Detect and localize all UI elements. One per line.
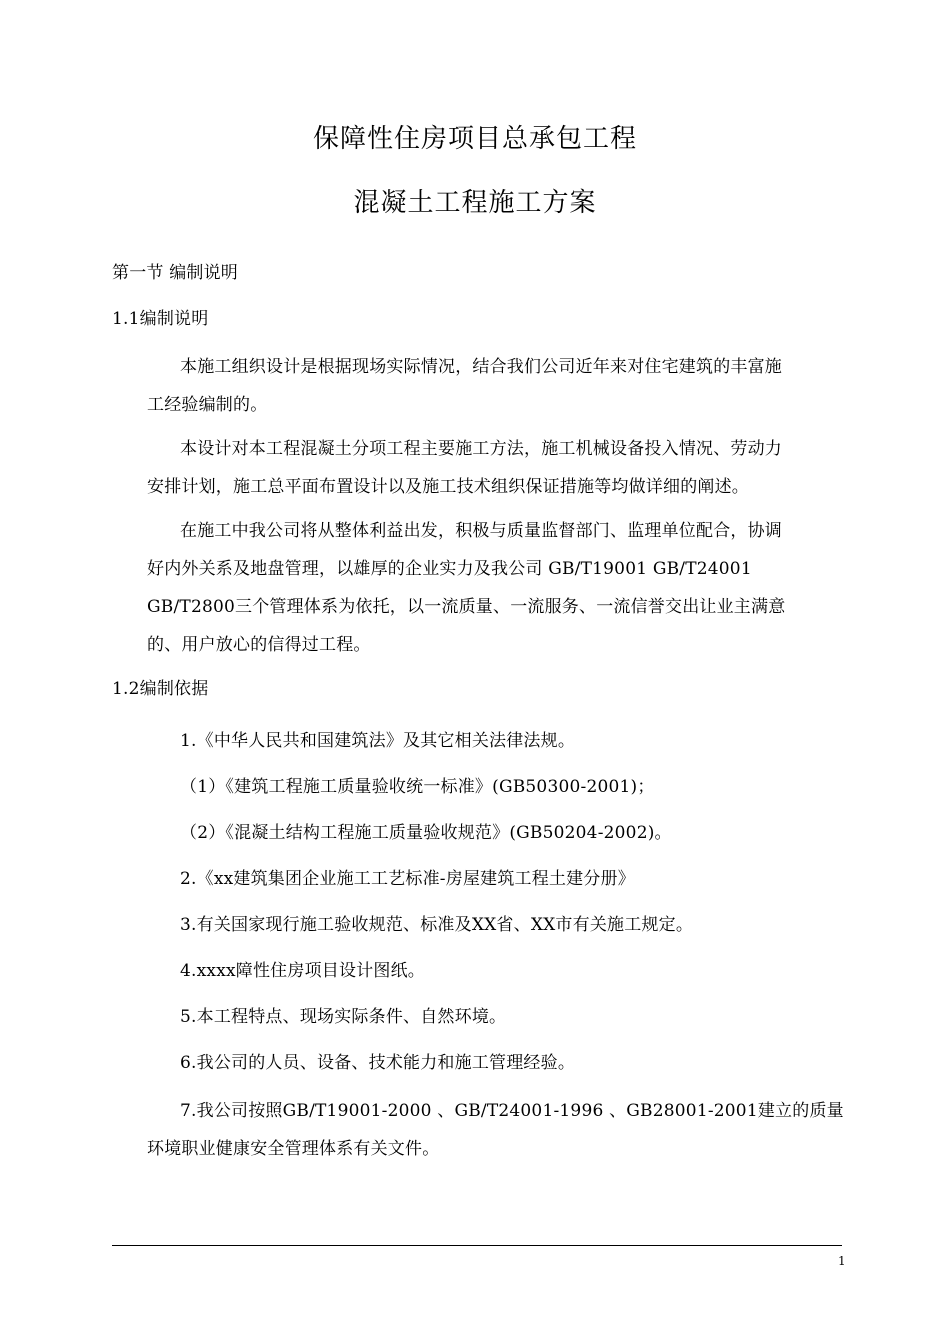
basis-item: 1.《中华人民共和国建筑法》及其它相关法律法规。 [180,731,576,751]
paragraph-line: 好内外关系及地盘管理，以雄厚的企业实力及我公司 GB/T19001 GB/T24001 [147,559,752,579]
basis-item: 7.我公司按照GB/T19001-2000 、GB/T24001-1996 、GB28001-2001建立的质量 [180,1101,844,1121]
basis-item: （1）《建筑工程施工质量验收统一标准》(GB50300-2001)； [180,777,655,797]
paragraph-line: 本设计对本工程混凝土分项工程主要施工方法，施工机械设备投入情况、劳动力 [180,439,782,459]
basis-item: 4.xxxx障性住房项目设计图纸。 [180,961,425,981]
basis-item: 6.我公司的人员、设备、技术能力和施工管理经验。 [180,1053,576,1073]
paragraph-line: 安排计划，施工总平面布置设计以及施工技术组织保证措施等均做详细的阐述。 [147,477,749,497]
subsection-heading-1-2: 1.2编制依据 [112,679,209,699]
paragraph-line: GB/T2800三个管理体系为依托，以一流质量、一流服务、一流信誉交出让业主满意 [147,597,786,617]
basis-item: 2.《xx建筑集团企业施工工艺标准-房屋建筑工程土建分册》 [180,869,635,889]
paragraph-line: 本施工组织设计是根据现场实际情况，结合我们公司近年来对住宅建筑的丰富施 [180,357,782,377]
basis-item: 3.有关国家现行施工验收规范、标准及XX省、XX市有关施工规定。 [180,915,694,935]
subsection-heading-1-1: 1.1编制说明 [112,309,209,329]
document-title: 保障性住房项目总承包工程 [312,124,637,154]
basis-item: （2）《混凝土结构工程施工质量验收规范》(GB50204-2002)。 [180,823,672,843]
basis-item: 5.本工程特点、现场实际条件、自然环境。 [180,1007,507,1027]
page-number: 1 [838,1254,846,1268]
paragraph-line: 在施工中我公司将从整体利益出发，积极与质量监督部门、监理单位配合，协调 [180,521,782,541]
section-heading: 第一节 编制说明 [112,263,239,283]
document-subtitle: 混凝土工程施工方案 [353,188,597,218]
basis-item: 环境职业健康安全管理体系有关文件。 [147,1139,440,1159]
paragraph-line: 的、用户放心的信得过工程。 [147,635,371,655]
footer-rule [112,1245,842,1246]
paragraph-line: 工经验编制的。 [147,395,268,415]
